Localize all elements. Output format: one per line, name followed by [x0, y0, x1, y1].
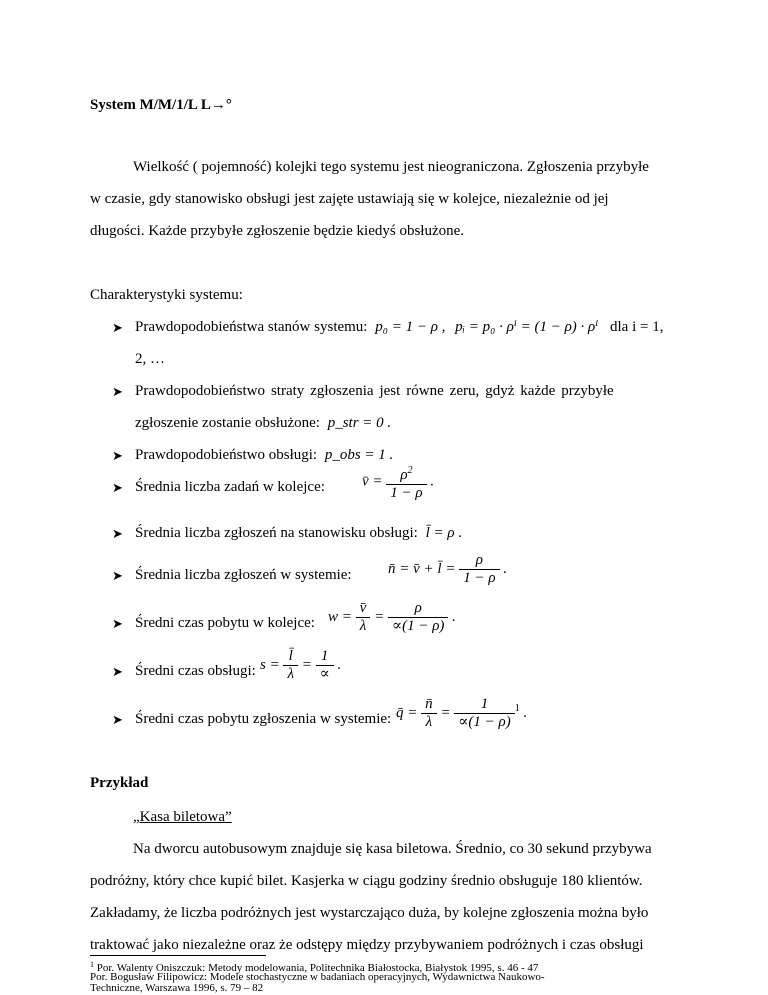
- characteristics-heading: Charakterystyki systemu:: [90, 287, 243, 303]
- item-3-eq: p_obs = 1 .: [324, 447, 394, 463]
- page-title: [90, 97, 232, 114]
- title-infinity: °: [225, 97, 232, 113]
- item-mean-system-time: Średni czas pobytu zgłoszenia w systemie:: [135, 711, 392, 727]
- bullet-arrow-icon: ➤: [112, 384, 123, 399]
- intro-line-1: Wielkość ( pojemność) kolejki tego systemu jest nieograniczona. Zgłoszenia przybyłe: [133, 159, 649, 175]
- intro-line-2: w czasie, gdy stanowisko obsługi jest zajęte ustawiają się w kolejce, niezależnie od jej: [90, 191, 609, 207]
- item-2-label: zgłoszenie zostanie obsłużone:: [135, 415, 320, 431]
- bullet-arrow-icon: ➤: [112, 664, 123, 679]
- title-text: System M/M/1/L L: [90, 97, 211, 113]
- formula-mean-system-time: q̄ = $\frac{n̄}{\lambda}$ = $\frac{1}{\propto(1 - \rho)}$ $^1$ .: [396, 696, 528, 730]
- footnote-line-3: Techniczne, Warszawa 1996, s. 79 – 82: [90, 982, 264, 994]
- item-2-eq: p_str = 0 .: [327, 415, 392, 431]
- bullet-arrow-icon: ➤: [112, 320, 123, 335]
- footnote-number: 1: [90, 960, 94, 969]
- footnote-line-2: Por. Bogusław Filipowicz: Modele stochastyczne w badaniach operacyjnych, Wydawnictwa Naukowo-: [90, 971, 545, 983]
- bullet-arrow-icon: ➤: [112, 448, 123, 463]
- bullet-arrow-icon: ➤: [112, 616, 123, 631]
- footnote-marker: 1: [514, 702, 520, 714]
- item-1-label: Prawdopodobieństwa stanów systemu:: [135, 319, 368, 335]
- example-line-3: Zakładamy, że liczba podróżnych jest wystarczająco duża, by kolejne zgłoszenia można było: [90, 905, 649, 921]
- item-5-label: Średnia liczba zgłoszeń na stanowisku obsługi:: [135, 525, 418, 541]
- example-line-4: traktować jako niezależne oraz że odstępy między przybywaniem podróżnych i czas obsługi: [90, 937, 644, 953]
- item-loss-probability-cont: [135, 416, 391, 431]
- item-5-eq: l̄ = ρ .: [425, 525, 463, 541]
- item-1-eq-1: p₀ = 1 − ρ ,: [375, 319, 446, 335]
- bullet-arrow-icon: ➤: [112, 480, 123, 495]
- formula-mean-in-system: n̄ = v̄ + l̄ = $\frac{\rho}{1 - \rho}$ .: [388, 552, 508, 586]
- bullet-arrow-icon: ➤: [112, 568, 123, 583]
- item-1-continuation: 2, …: [135, 351, 165, 367]
- item-mean-in-system: Średnia liczba zgłoszeń w systemie:: [135, 567, 352, 583]
- example-subtitle: „Kasa biletowa”: [133, 809, 232, 825]
- item-1-eq-2: pᵢ = p₀ · ρⁱ = (1 − ρ) · ρⁱ: [455, 319, 599, 335]
- item-state-probabilities: [135, 320, 663, 335]
- bullet-arrow-icon: ➤: [112, 526, 123, 541]
- item-mean-service-time: Średni czas obsługi:: [135, 663, 256, 679]
- footnote-line-1: Por. Walenty Oniszczuk: Metody modelowania, Politechnika Białostocka, Białystok 1995, s. 46 - 47: [96, 962, 539, 974]
- formula-mean-queue-length: v̄ = $\frac{\rho^2}{1 - \rho}$ .: [362, 465, 435, 501]
- item-mean-queue-length: Średnia liczba zadań w kolejce:: [135, 479, 325, 495]
- example-heading: Przykład: [90, 775, 149, 791]
- item-3-label: Prawdopodobieństwo obsługi:: [135, 447, 318, 463]
- item-mean-wait-time: Średni czas pobytu w kolejce:: [135, 615, 315, 631]
- intro-line-3: długości. Każde przybyłe zgłoszenie będzie kiedyś obsłużone.: [90, 223, 465, 239]
- title-arrow: →: [210, 97, 226, 113]
- item-loss-probability: Prawdopodobieństwo straty zgłoszenia jest równe zeru, gdyż każde przybyłe: [135, 383, 614, 399]
- item-mean-in-service: [135, 526, 462, 541]
- item-service-probability: [135, 448, 393, 463]
- bullet-arrow-icon: ➤: [112, 712, 123, 727]
- footnote-separator: [90, 955, 266, 956]
- formula-mean-wait-time: w = $\frac{v̄}{\lambda}$ = $\frac{\rho}{\propto(1 - \rho)}$ .: [328, 600, 456, 634]
- example-line-1: Na dworcu autobusowym znajduje się kasa biletowa. Średnio, co 30 sekund przybywa: [133, 841, 652, 857]
- example-line-2: podróżny, który chce kupić bilet. Kasjerka w ciągu godziny średnio obsługuje 180 klientów.: [90, 873, 643, 889]
- formula-mean-service-time: s = $\frac{l̄}{\lambda}$ = $\frac{1}{\propto}$ .: [260, 648, 342, 682]
- item-1-tail: dla i = 1,: [610, 319, 664, 335]
